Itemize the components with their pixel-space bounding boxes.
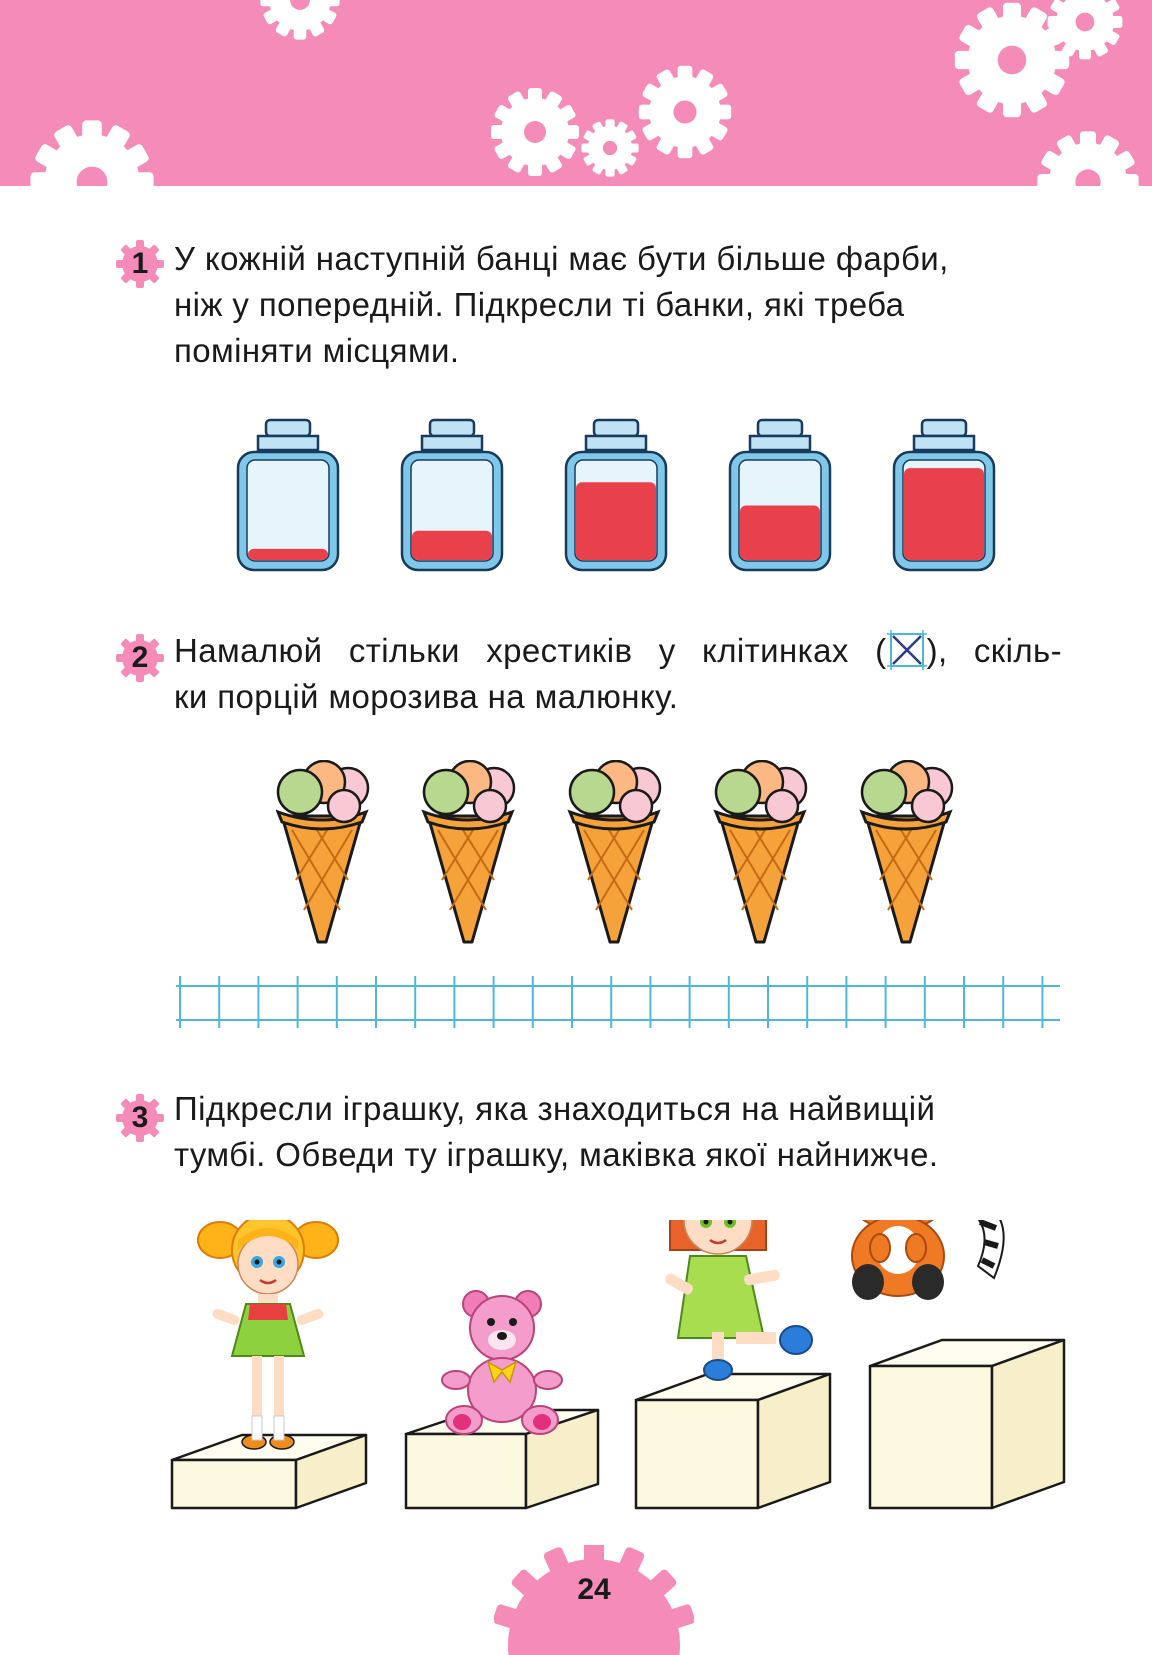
task-1-line-2: ніж у попередній. Підкресли ті банки, які треба (174, 286, 905, 323)
task-2-number-badge (116, 634, 164, 682)
task-2-line-1-after: ), скіль- (926, 632, 1062, 669)
box-1 (172, 1435, 366, 1508)
task-3-line-1: Підкресли іграшку, яка знаходиться на найвищій (174, 1090, 936, 1127)
task-2-text (174, 628, 1062, 720)
task-3-number-badge (116, 1094, 164, 1142)
ice-creams-illustration (276, 760, 956, 946)
teddy-bear-icon (442, 1291, 562, 1434)
box-4 (870, 1340, 1064, 1508)
task-1-line-1: У кожній наступній банці має бути більше фарби, (174, 240, 949, 277)
answer-grid-cells[interactable] (176, 976, 1060, 1028)
crossed-cell-icon (887, 630, 927, 670)
task-3-line-2: тумбі. Обведи ту іграшку, маківка якої найнижче. (174, 1136, 939, 1173)
ice-cream-3 (570, 761, 660, 942)
task-1-text (174, 236, 1062, 374)
jar-4-paint (740, 505, 820, 560)
task-2-line-2: ки порцій морозива на малюнку. (174, 678, 679, 715)
jar-1[interactable] (238, 420, 338, 570)
task-3-number: 3 (131, 1101, 149, 1134)
jar-3[interactable] (566, 420, 666, 570)
header-banner (0, 0, 1152, 186)
rag-doll-icon (663, 1220, 812, 1380)
task-2-line-1-before: Намалюй стільки хрестиків у клітинках ( (174, 632, 887, 669)
ice-creams-row (276, 760, 956, 946)
box-3 (636, 1374, 830, 1508)
ice-cream-4 (716, 761, 806, 942)
task-1-line-3: поміняти місцями. (174, 332, 460, 369)
raccoon-icon (846, 1220, 1004, 1300)
task-1-number: 1 (131, 247, 149, 280)
task-2-number: 2 (131, 641, 149, 674)
jar-5[interactable] (894, 420, 994, 570)
jar-1-paint (248, 549, 328, 560)
ice-cream-5 (862, 761, 952, 942)
toys-scene (168, 1220, 1068, 1512)
jar-4[interactable] (730, 420, 830, 570)
page-number-badge (494, 1545, 694, 1655)
box-2 (406, 1410, 598, 1508)
task-2-line-1 (174, 628, 1062, 674)
jar-2[interactable] (402, 420, 502, 570)
answer-grid[interactable] (176, 976, 1060, 1028)
task-1-number-badge (116, 240, 164, 288)
jar-3-paint (576, 482, 656, 560)
jars-row (230, 418, 1010, 574)
toys-illustration (168, 1220, 1068, 1512)
jar-2-paint (412, 531, 492, 560)
task-3-text (174, 1086, 1062, 1178)
page-number: 24 (577, 1573, 611, 1606)
ice-cream-1 (278, 761, 368, 942)
ice-cream-2 (424, 761, 514, 942)
jars-illustration (230, 418, 1010, 574)
gears-decoration (0, 0, 1152, 186)
doll-icon (198, 1220, 338, 1449)
jar-5-paint (904, 468, 984, 560)
